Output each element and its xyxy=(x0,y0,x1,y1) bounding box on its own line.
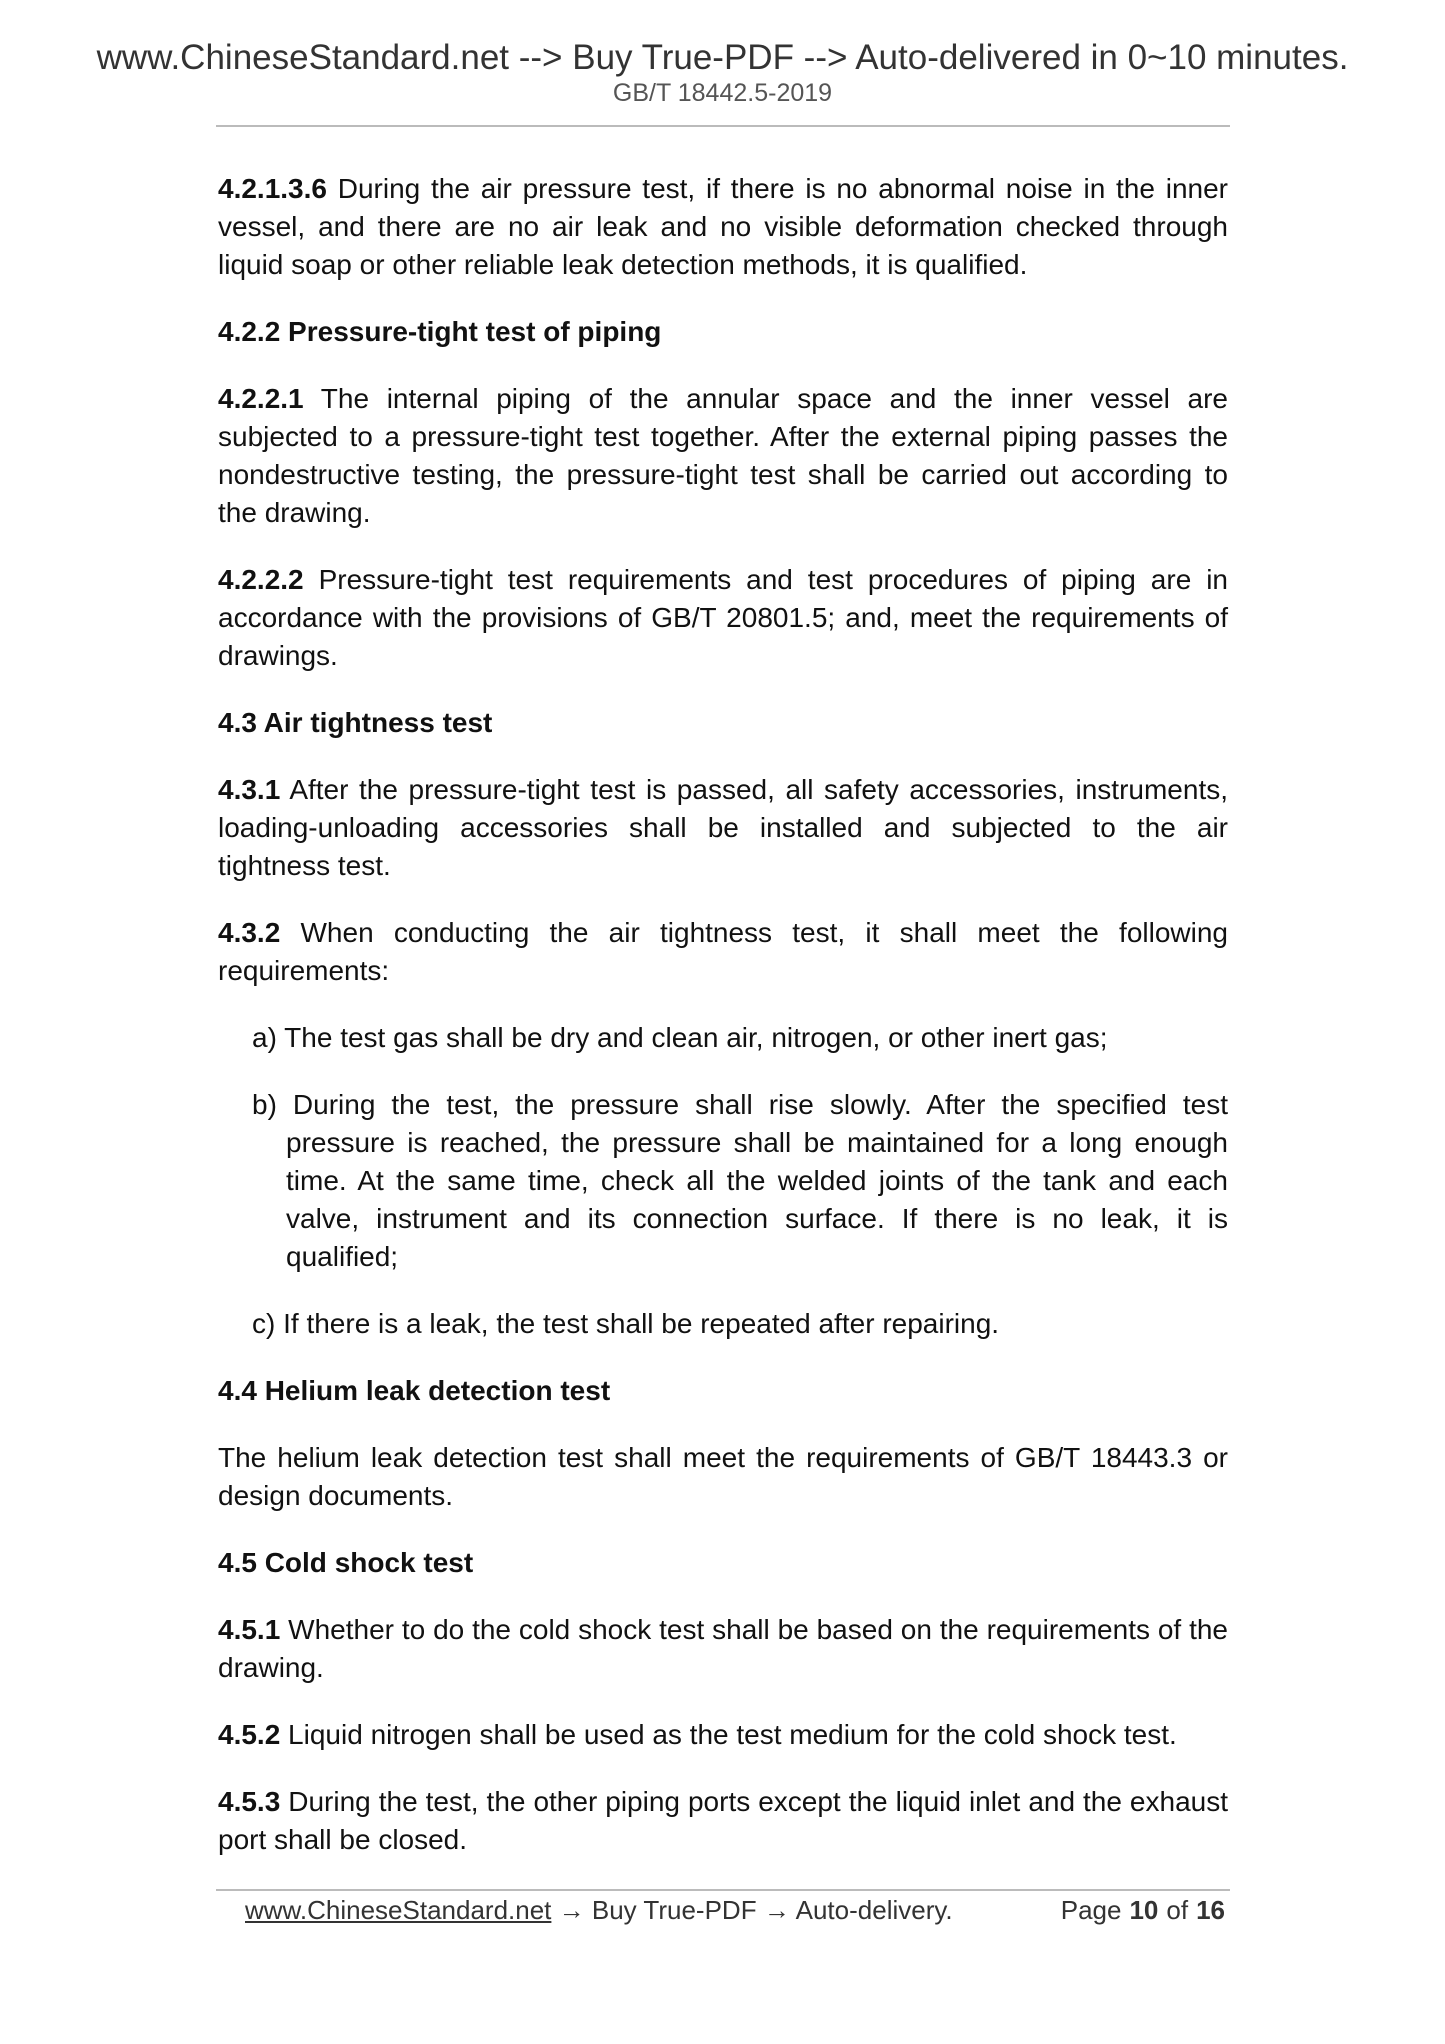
clause-text: After the pressure-tight test is passed, all safety accessories, instruments, loading-unloading accessories shall be installed and subjected to the air tightness test. xyxy=(218,774,1228,881)
clause-text: During the test, the other piping ports except the liquid inlet and the exhaust port shall be closed. xyxy=(218,1786,1228,1855)
clause-text: Whether to do the cold shock test shall be based on the requirements of the drawing. xyxy=(218,1614,1228,1683)
footer-divider xyxy=(216,1889,1230,1891)
clause-number: 4.2.1.3.6 xyxy=(218,173,327,204)
page-indicator xyxy=(1061,1893,1225,1927)
document-code: GB/T 18442.5-2019 xyxy=(612,79,833,107)
clause-number: 4.2.2.1 xyxy=(218,383,304,414)
site-banner: www.ChineseStandard.net --> Buy True-PDF --> Auto-delivered in 0~10 minutes. xyxy=(96,38,1349,77)
heading-4-2-2: 4.2.2 Pressure-tight test of piping xyxy=(218,316,662,347)
arrow-right-icon: → xyxy=(558,1895,585,1925)
heading-4-3: 4.3 Air tightness test xyxy=(218,707,493,738)
clause-number: 4.5.3 xyxy=(218,1786,281,1817)
footer-buy-text: Buy True-PDF xyxy=(591,1895,757,1925)
clause-4-5-1 xyxy=(218,1611,1228,1687)
clause-number: 4.5.2 xyxy=(218,1719,281,1750)
footer-site-link[interactable]: www.ChineseStandard.net xyxy=(245,1895,552,1925)
clause-4-3-2 xyxy=(218,914,1228,990)
list-item-a: a) The test gas shall be dry and clean air, nitrogen, or other inert gas; xyxy=(252,1022,1108,1053)
list-item-c: c) If there is a leak, the test shall be repeated after repairing. xyxy=(252,1308,1000,1339)
current-page-number: 10 xyxy=(1129,1895,1159,1925)
clause-text: Pressure-tight test requirements and test procedures of piping are in accordance with the provisions of GB/T 20801.5; and, meet the requirements of drawings. xyxy=(218,564,1228,671)
list-item-b: b) During the test, the pressure shall rise slowly. After the specified test pressure is reached, the pressure shall be maintained for a long enough time. At the same time, check all the welded joints of the tank and each valve, instrument and its connection surface. If there is no leak, it is qualified; xyxy=(252,1089,1228,1272)
header-divider xyxy=(216,125,1230,127)
clause-number: 4.3.2 xyxy=(218,917,281,948)
page-label: Page xyxy=(1060,1895,1122,1925)
clause-number: 4.3.1 xyxy=(218,774,281,805)
clause-4-2-2-1 xyxy=(218,380,1228,532)
footer-left xyxy=(245,1895,953,1925)
clause-number: 4.2.2.2 xyxy=(218,564,304,595)
footer-auto-text: Auto-delivery. xyxy=(795,1895,953,1925)
clause-4-4-text: The helium leak detection test shall meet the requirements of GB/T 18443.3 or design documents. xyxy=(218,1442,1228,1511)
clause-4-2-2-2 xyxy=(218,561,1228,675)
clause-text: Liquid nitrogen shall be used as the test medium for the cold shock test. xyxy=(280,1719,1177,1750)
clause-text: During the air pressure test, if there is no abnormal noise in the inner vessel, and there are no air leak and no visible deformation checked through liquid soap or other reliable leak detection methods, it is qualified. xyxy=(218,173,1228,280)
document-body xyxy=(218,170,1228,1888)
arrow-right-icon: → xyxy=(763,1895,790,1925)
clause-4-2-1-3-6 xyxy=(218,170,1228,284)
clause-text: The internal piping of the annular space and the inner vessel are subjected to a pressure-tight test together. After the external piping passes the nondestructive testing, the pressure-tight test shall be carried out according to the drawing. xyxy=(218,383,1228,528)
heading-4-4: 4.4 Helium leak detection test xyxy=(218,1375,611,1406)
clause-4-5-2 xyxy=(218,1716,1228,1754)
total-pages-number: 16 xyxy=(1196,1895,1225,1925)
clause-number: 4.5.1 xyxy=(218,1614,281,1645)
clause-4-5-3 xyxy=(218,1783,1228,1859)
clause-text: When conducting the air tightness test, it shall meet the following requirements: xyxy=(218,917,1228,986)
page-footer xyxy=(245,1893,1225,1927)
of-label: of xyxy=(1166,1895,1189,1925)
heading-4-5: 4.5 Cold shock test xyxy=(218,1547,474,1578)
clause-4-3-1 xyxy=(218,771,1228,885)
